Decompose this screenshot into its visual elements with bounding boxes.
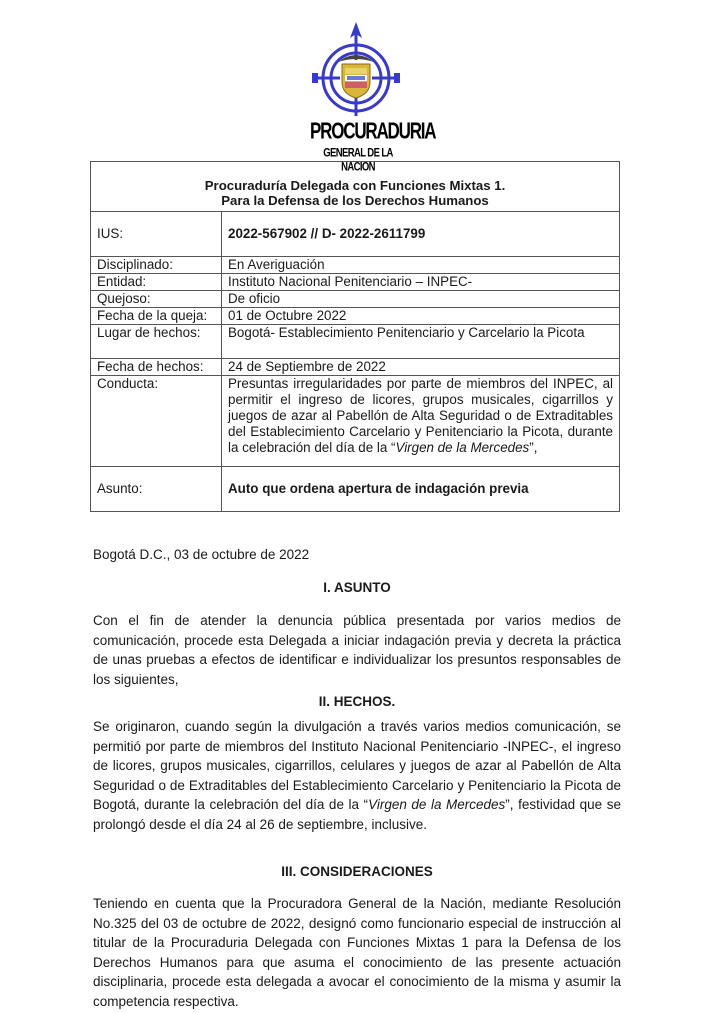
hechos-text: Se originaron, cuando según la divulgación a través varios medios comunicación, se permitió por parte de miembros del Instituto Nacional Penitenciario -INPEC-, el ingreso de licores, grupos musicales, cigarrillos, celulares y juegos de azar al Pabellón de Alta Seguridad o de Extraditables del Establecimiento Carcelario y Penitenciario la Picota de Bogotá, durante la celebración del día de la “	[93, 719, 621, 812]
table-row	[91, 257, 620, 274]
row-value: Instituto Nacional Penitenciario – INPEC-	[222, 274, 620, 291]
row-label: Entidad:	[91, 274, 222, 291]
section-text-hechos	[93, 717, 621, 834]
row-value: 01 de Octubre 2022	[222, 308, 620, 325]
row-label: Lugar de hechos:	[91, 325, 222, 359]
table-row-conducta	[91, 376, 620, 467]
date-line: Bogotá D.C., 03 de octubre de 2022	[93, 547, 310, 562]
table-row	[91, 291, 620, 308]
row-value: Bogotá- Establecimiento Penitenciario y Carcelario la Picota	[222, 325, 620, 359]
ius-value: 2022-567902 // D- 2022-2611799	[222, 212, 620, 257]
conducta-label: Conducta:	[91, 376, 222, 467]
header-line-1: Procuraduría Delegada con Funciones Mixtas 1.	[204, 178, 506, 193]
row-value: De oficio	[222, 291, 620, 308]
procuraduria-logo	[310, 18, 436, 175]
conducta-italic: Virgen de la Mercedes	[395, 440, 530, 455]
hechos-text-end: ”, festividad que se prolongó desde el día 24 al 26 de septiembre, inclusive.	[93, 797, 621, 832]
asunto-label: Asunto:	[91, 467, 222, 512]
table-header-row	[91, 162, 620, 212]
hechos-italic: Virgen de la Mercedes	[368, 797, 506, 812]
row-value: En Averiguación	[222, 257, 620, 274]
table-row	[91, 274, 620, 291]
logo-subtitle: GENERAL DE LA NACION	[323, 146, 393, 175]
asunto-value: Auto que ordena apertura de indagación previa	[222, 467, 620, 512]
row-label: Disciplinado:	[91, 257, 222, 274]
table-header	[91, 162, 620, 212]
row-label: Fecha de hechos:	[91, 359, 222, 376]
case-info-table	[90, 161, 620, 512]
row-value: 24 de Septiembre de 2022	[222, 359, 620, 376]
header-line-2: Para la Defensa de los Derechos Humanos	[221, 193, 489, 208]
conducta-end: ”,	[529, 440, 538, 455]
logo-title: PROCURADURIA	[310, 118, 436, 144]
table-row	[91, 325, 620, 359]
section-heading-hechos: II. HECHOS.	[318, 694, 396, 709]
section-text-asunto: Con el fin de atender la denuncia pública presentada por varios medios de comunicación, procede esta Delegada a iniciar indagación previa y decreta la práctica de unas pruebas a efectos de identificar e individualizar los presuntos responsables de los siguientes,	[93, 613, 621, 687]
conducta-text: Presuntas irregularidades por parte de miembros del INPEC, al permitir el ingreso de licores, grupos musicales, cigarrillos y juegos de azar al Pabellón de Alta Seguridad o de Extraditables del Establecimiento Carcelario y Penitenciario la Picota, durante la celebración del día de la “	[228, 376, 613, 455]
table-row	[91, 359, 620, 376]
table-row	[91, 308, 620, 325]
section-heading-asunto: I. ASUNTO	[323, 580, 391, 595]
section-text-consideraciones: Teniendo en cuenta que la Procuradora General de la Nación, mediante Resolución No.325 del 03 de octubre de 2022, designó como funcionario especial de instrucción al titular de la Procuraduria Delegada con Funciones Mixtas 1 para la Defensa de los Derechos Humanos para que asuma el conocimiento de las presente actuación disciplinaria, procede esta delegada a avocar el conocimiento de la misma y asumir la competencia respectiva.	[93, 896, 621, 1009]
row-label: Quejoso:	[91, 291, 222, 308]
section-heading-consideraciones: III. CONSIDERACIONES	[281, 864, 433, 879]
ius-label: IUS:	[91, 212, 222, 257]
compass-emblem-icon	[310, 18, 406, 118]
conducta-value	[222, 376, 620, 467]
row-label: Fecha de la queja:	[91, 308, 222, 325]
table-row-asunto	[91, 467, 620, 512]
table-row-ius	[91, 212, 620, 257]
